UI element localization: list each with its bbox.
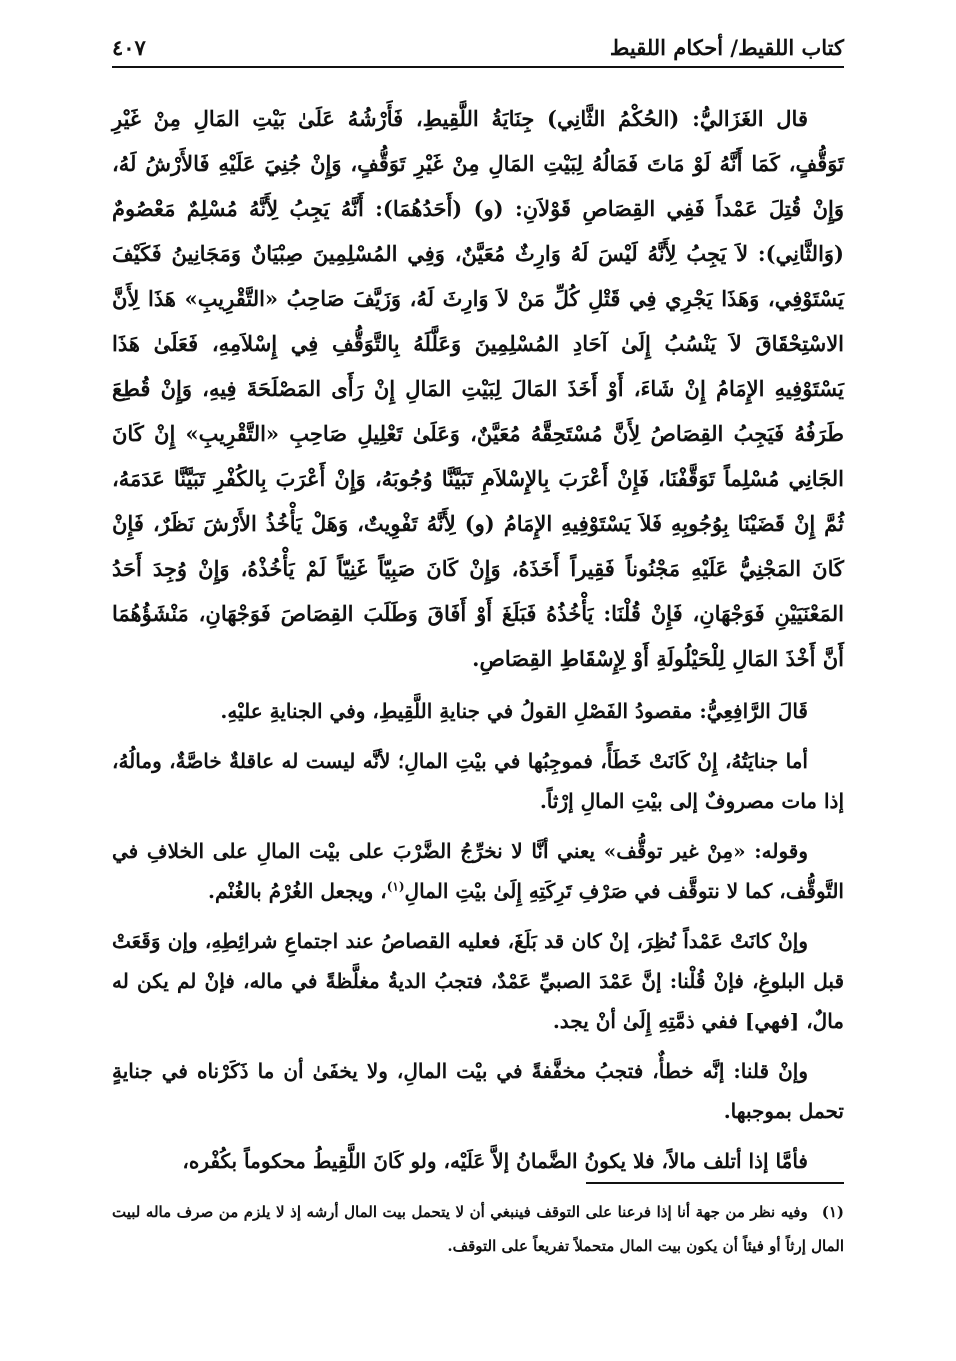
page-body xyxy=(112,96,844,1181)
commentary-text-tail: ، ويجعل الغُرْمُ بالغُنْم. xyxy=(208,879,387,903)
page-header xyxy=(112,28,844,68)
commentary-paragraph: فأمَّا إذا أتلف مالاً، فلا يكونُ الضَّمانُ إلاَّ عَلَيْه، ولو كَانَ اللَّقِيطُ محكوماً بكُفْره، xyxy=(182,1149,808,1173)
footnote-divider xyxy=(586,1182,844,1184)
ghazali-text-paragraph: قال الغَزَاليُّ: (الحُكْمُ الثَّانِي) جِنَايَةُ اللَّقِيطِ، فَأَرْشُهُ عَلَىٰ بَيْتِ المَالِ مِنْ غَيْرِ تَوَقُّفٍ، كَمَا أَنَّهُ لَوْ مَاتَ فَمَالُهُ لِبَيْتِ المَالِ مِنْ غَيْرِ تَوَقُّفٍ، وَإِنْ جُنِيَ عَلَيْهِ فَالأَرْشُ لَهُ، وَإِنْ قُتِلَ عَمْداً فَفِي القِصَاصِ قَوْلاَنِ: (و) (أَحَدُهُمَا): أَنَّهُ يَجِبُ لِأَنَّهُ مُسْلِمٌ مَعْصُومٌ (وَالثَّانِي): لاَ يَجِبُ لِأَنَّهُ لَيْسَ لَهُ وَارِثٌ مُعَيَّنٌ، وَفِي المُسْلِمِينَ صِبْيَانٌ وَمَجَانِينُ فَكَيْفَ يَسْتَوْفِي، وَهَذَا يَجْرِي فِي قَتْلِ كُلِّ مَنْ لاَ وَارِثَ لَهُ، وَزَيَّفَ صَاحِبُ «التَّقْرِيبِ» هَذَا لِأَنَّ الاسْتِحْقَاقَ لاَ يَنْسُبُ إِلَىٰ آحَادِ المُسْلِمِينَ وَعَلَّلَهُ بِالتَّوَقُّفِ فِي إِسْلاَمِهِ، فَعَلَىٰ هَذَا يَسْتَوْفِيهِ الإِمَامُ إِنْ شَاءَ، أَوْ أَخَذَ المَالَ لِبَيْتِ المَالِ إِنْ رَأَى المَصْلَحَةَ فِيهِ، وَإِنْ قُطِعَ طَرَفُهُ فَيَجِبُ القِصَاصُ لِأَنَّ مُسْتَحِقَّهُ مُعَيَّنٌ، وَعَلَىٰ تَعْلِيلِ صَاحِبِ «التَّقْرِيبِ» إِنْ كَانَ الجَانِي مُسْلِماً تَوَقَّفْنَا، فَإِنْ أَعْرَبَ بِالإِسْلاَمِ تَبَيَّنَّا وُجُوبَهُ، وَإِنْ أَعْرَبَ بِالكُفْرِ تَبَيَّنَّا عَدَمَهُ، ثُمَّ إِنْ قَضَيْنَا بِوُجُوبِهِ فَلاَ يَسْتَوْفِيهِ الإِمَامُ (و) لِأَنَّهُ تَفْوِيتٌ، وَهَلْ يَأْخُذُ الأَرْشَ نَظَرٌ، فَإِنْ كَانَ المَجْنِيُّ عَلَيْهِ مَجْنُوناً فَقِيراً أَخَذَهُ، وَإِنْ كَانَ صَبِيّاً غَنِيّاً لَمْ يَأْخُذْهُ، وَإِنْ وُجِدَ أَحَدُ المَعْنَيَيْنِ فَوَجْهَانِ، فَإِنْ قُلْنَا: يَأْخُذُهُ فَبَلَغَ أَوْ أَفَاقَ وَطَلَبَ القِصَاصَ فَوَجْهَانِ، مَنْشَؤُهُمَا أَنَّ أَخْذَ المَالِ لِلْحَيْلُولَةِ أَوْ لِإِسْقَاطِ القِصَاصِ. xyxy=(112,106,844,671)
commentary-paragraph: وإنْ قلنا: إنَّه خطأٌ، فتجبُ مخفَّفةً في بيْت المالِ، ولا يخفَىٰ أن ما ذَكَرْناه في جنايةٍ تحمل بموجبها. xyxy=(112,1059,844,1123)
commentary-paragraph-with-footnote xyxy=(112,831,844,911)
commentary-paragraph: أما جنايَتُهُ، إِنْ كَانَتْ خَطَأً، فموجِبُها في بيْتِ المالِ؛ لأنَّه ليست له عاقلةٌ خاصَّةٌ، ومالُهُ، إذا مات مصروفٌ إلى بيْتِ المالِ إرْثاً. xyxy=(112,749,844,813)
commentary-text: وقوله: «مِنْ غير توقُّف» يعني أنَّا لا نخرِّجُ الضَّرْبَ على بيْت المالِ على الخلافِ في التَّوقُّف، كما لا نتوقَّف في صَرْفِ تَرِكَتِهِ إِلَىٰ بيْتِ المالِ xyxy=(112,839,844,903)
footnote-reference[interactable]: (١) xyxy=(386,879,405,894)
footnote xyxy=(112,1195,844,1263)
commentary-paragraph: وإنْ كانَتْ عَمْداً نُظِرَ، إنْ كان قد بَلَغَ، فعليه القصاصُ عند اجتماعِ شرائِطِهِ، وإن وَقَعَتْ قبل البلوغِ، فإنْ قُلْنا: إنَّ عَمْدَ الصبيِّ عَمْدٌ، فتجبُ الديةُ مغلَّظةً في ماله، فإنْ لم يكن له مالٌ، [فهي] ففي ذمَّتِهِ إِلَىٰ أنْ يجد. xyxy=(112,929,844,1033)
running-title: كتاب اللقيط/ أحكام اللقيط xyxy=(609,35,844,60)
page-number: ٤٠٧ xyxy=(112,35,146,60)
footnote-number: (١) xyxy=(821,1203,844,1221)
footnote-text: وفيه نظر من جهة أنا إذا فرعنا على التوقف فينبغي أن لا يتحمل بيت المال أرشه إذ لا يلزم من صرف ماله لبيت المال إرثاً أو فيئاً أن يكون بيت المال متحملاً تفريعاً على التوقف. xyxy=(112,1203,844,1255)
rafii-intro-paragraph: قَالَ الرَّافِعِيُّ: مقصودُ الفَصْلِ القولُ في جنايةِ اللَّقِيطِ، وفي الجنايةِ عليْهِ. xyxy=(220,699,808,723)
